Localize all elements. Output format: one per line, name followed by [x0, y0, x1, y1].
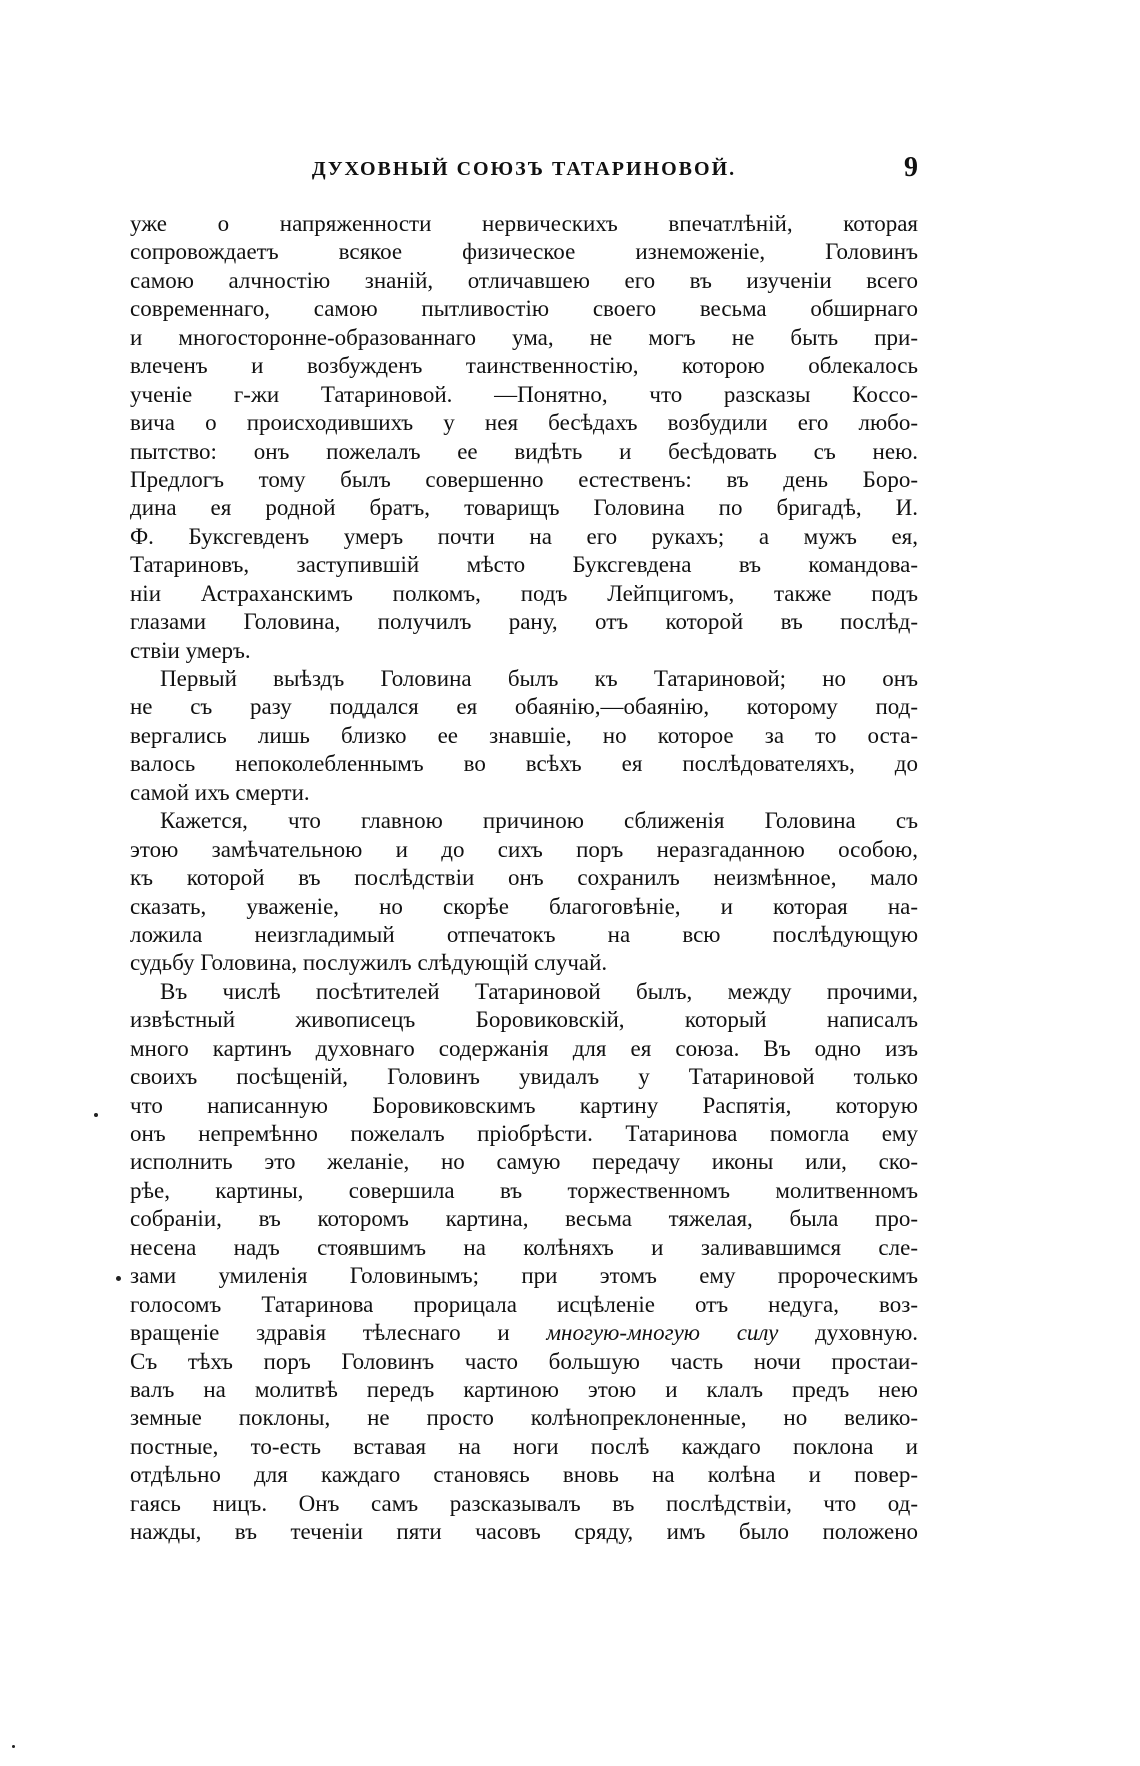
paragraph-first-line: Въ числѣ посѣтителей Татариновой былъ, между прочими, [160, 978, 918, 1004]
text-line: Предлогъ тому былъ совершенно естественъ: въ день Боро- [130, 466, 918, 492]
text-line: вергались лишь близко ее знавшіе, но которое за то оста- [130, 722, 918, 748]
text-line: рѣе, картины, совершила въ торжественномъ молитвенномъ [130, 1177, 918, 1203]
text-line: исполнить это желаніе, но самую передачу иконы или, ско- [130, 1149, 918, 1175]
text-line: ніи Астраханскимъ полкомъ, подъ Лейпцигомъ, также подъ [130, 580, 918, 606]
running-title: ДУХОВНЫЙ СОЮЗЪ ТАТАРИНОВОЙ. [311, 158, 737, 180]
text-line: голосомъ Татаринова прорицала исцѣленіе отъ недуга, воз- [130, 1291, 918, 1317]
text-line: самой ихъ смерти. [130, 779, 310, 805]
text-line: и многосторонне-образованнаго ума, не могъ не быть при- [130, 324, 918, 350]
text-line: отдѣльно для каждаго становясь вновь на колѣна и повер- [130, 1462, 918, 1488]
text-line: гаясь ницъ. Онъ самъ разсказывалъ въ послѣдствіи, что од- [130, 1490, 918, 1516]
text-line: влеченъ и возбужденъ таинственностію, которою облекалось [130, 353, 918, 379]
text-line: самою алчностію знаній, отличавшею его въ изученіи всего [130, 267, 918, 293]
text-line: вича о происходившихъ у нея бесѣдахъ возбудили его любо- [130, 410, 918, 436]
margin-speck [12, 1745, 15, 1748]
text-line: онъ непремѣнно пожелалъ пріобрѣсти. Татаринова помогла ему [130, 1121, 918, 1146]
text-line: Ф. Буксгевденъ умеръ почти на его рукахъ; а мужъ ея, [130, 523, 918, 549]
text-line: Съ тѣхъ поръ Головинъ часто большую часть ночи простаи- [130, 1348, 918, 1374]
margin-speck [116, 1276, 121, 1281]
text-line: много картинъ духовнаго содержанія для ея союза. Въ одно изъ [130, 1035, 918, 1061]
text-line: несена надъ стоявшимъ на колѣняхъ и заливавшимся сле- [130, 1234, 918, 1260]
margin-speck [94, 1113, 98, 1117]
text-line: не съ разу поддался ея обаянію,—обаянію, которому под- [130, 694, 918, 720]
text-line: постные, то-есть вставая на ноги послѣ каждаго поклона и [130, 1433, 918, 1459]
text-line: ученіе г-жи Татариновой. —Понятно, что разсказы Коссо- [130, 381, 918, 407]
paragraph-first-line: Первый выѣздъ Головина былъ къ Татариновой; но онъ [160, 666, 918, 691]
text-line: нажды, въ теченіи пяти часовъ сряду, имъ было положено [130, 1519, 918, 1545]
text-line: пытство: онъ пожелалъ ее видѣть и бесѣдовать съ нею. [130, 438, 918, 464]
text-line: что написанную Боровиковскимъ картину Распятія, которую [130, 1092, 918, 1118]
running-head [130, 154, 918, 184]
text-line: ложила неизгладимый отпечатокъ на всю послѣдующую [130, 921, 918, 947]
text-line: извѣстный живописецъ Боровиковскій, который написалъ [130, 1007, 918, 1033]
text-line: дина ея родной братъ, товарищъ Головина по бригадѣ, И. [130, 495, 918, 521]
text-line: современнаго, самою пытливостію своего весьма обширнаго [130, 296, 918, 322]
text-line: сказать, уваженіе, но скорѣе благоговѣніе, и которая на- [130, 893, 918, 919]
text-line: собраніи, въ которомъ картина, весьма тяжелая, была про- [130, 1206, 918, 1232]
page-number: 9 [904, 152, 918, 183]
text-line: ствіи умеръ. [130, 637, 251, 663]
text-line: уже о напряженности нервическихъ впечатлѣній, которая [130, 211, 918, 236]
paragraph-first-line: Кажется, что главною причиною сближенія Головина съ [160, 808, 918, 834]
text-line: Татариновъ, заступившій мѣсто Буксгевдена въ командова- [130, 552, 918, 578]
text-line: глазами Головина, получилъ рану, отъ которой въ послѣд- [130, 609, 918, 635]
text-line: валось непоколебленнымъ во всѣхъ ея послѣдователяхъ, до [130, 751, 918, 777]
text-line: зами умиленія Головинымъ; при этомъ ему пророческимъ [130, 1263, 918, 1289]
text-line: земные поклоны, не просто колѣнопреклоненные, но велико- [130, 1405, 918, 1431]
text-line: судьбу Головина, послужилъ слѣдующій случай. [130, 950, 608, 976]
body-text [130, 210, 918, 1547]
text-line-with-italic: вращеніе здравія тѣлеснаго и многую-многую силу духовную. [130, 1320, 918, 1346]
text-line: сопровождаетъ всякое физическое изнеможеніе, Головинъ [130, 239, 918, 265]
text-line: къ которой въ послѣдствіи онъ сохранилъ неизмѣнное, мало [130, 865, 918, 891]
italic-phrase: многую-многую силу [546, 1320, 779, 1346]
text-line: этою замѣчательною и до сихъ поръ неразгаданною особою, [130, 836, 918, 862]
text-line: валъ на молитвѣ передъ картиною этою и клалъ предъ нею [130, 1376, 918, 1402]
text-line: своихъ посѣщеній, Головинъ увидалъ у Татариновой только [130, 1064, 918, 1090]
